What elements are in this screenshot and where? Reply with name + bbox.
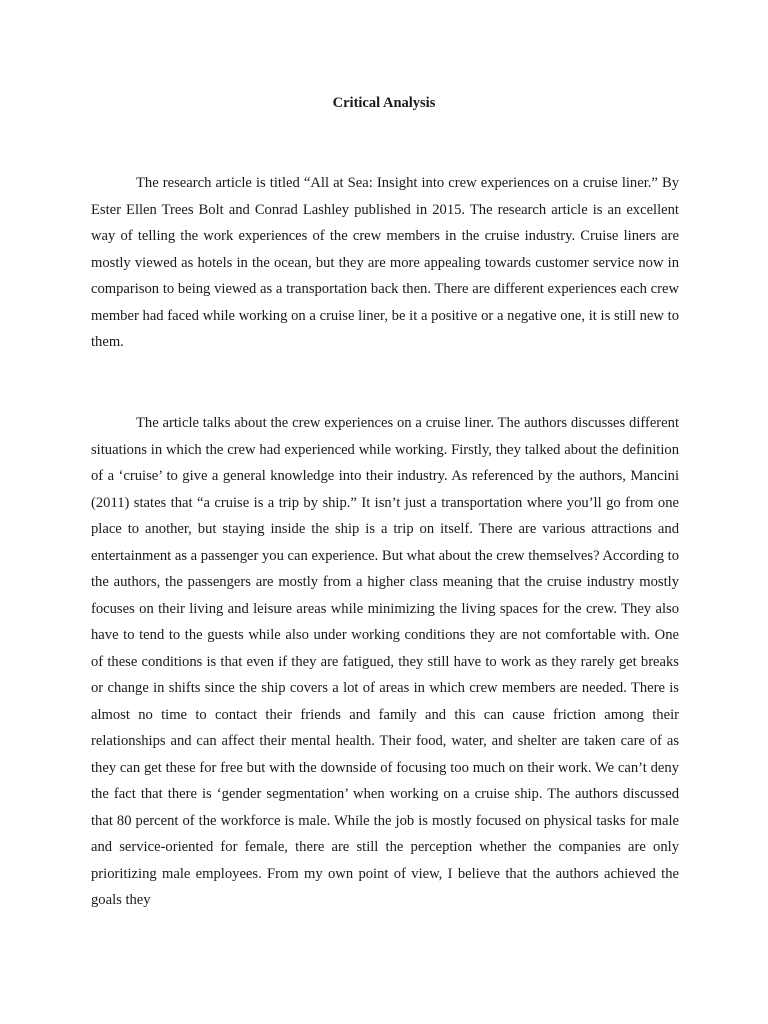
paragraph-introduction: The research article is titled “All at Sea: Insight into crew experiences on a cruise liner.” By Ester Ellen Trees Bolt and Conrad Lashley published in 2015. The research article is an excellent way of telling the work experiences of the crew members in the cruise industry. Cruise liners are mostly viewed as hotels in the ocean, but they are more appealing towards customer service now in comparison to being viewed as a transportation back then. There are different experiences each crew member had faced while working on a cruise liner, be it a positive or a negative one, it is still new to them. (91, 175, 679, 350)
paragraph-discussion: The article talks about the crew experiences on a cruise liner. The authors discusses different situations in which the crew had experienced while working. Firstly, they talked about the definition of a ‘cruise’ to give a general knowledge into their industry. As referenced by the authors, Mancini (2011) states that “a cruise is a trip by ship.” It isn’t just a transportation where you’ll go from one place to another, but staying inside the ship is a trip on itself. There are various attractions and entertainment as a passenger you can experience. But what about the crew themselves? According to the authors, the passengers are mostly from a higher class meaning that the cruise industry mostly focuses on their living and leisure areas while minimizing the living spaces for the crew. They also have to tend to the guests while also under working conditions they are not comfortable with. One of these conditions is that even if they are fatigued, they still have to work as they rarely get breaks or change in shifts since the ship covers a lot of areas in which crew members are needed. There is almost no time to contact their friends and family and this can cause friction among their relationships and can affect their mental health. Their food, water, and shelter are taken care of as they can get these for free but with the downside of focusing too much on their work. We can’t deny the fact that there is ‘gender segmentation’ when working on a cruise ship. The authors discussed that 80 percent of the workforce is male. While the job is mostly focused on physical tasks for male and service-oriented for female, there are still the perception whether the companies are only prioritizing male employees. From my own point of view, I believe that the authors achieved the goals they (91, 415, 679, 908)
page-title: Critical Analysis (332, 95, 436, 111)
